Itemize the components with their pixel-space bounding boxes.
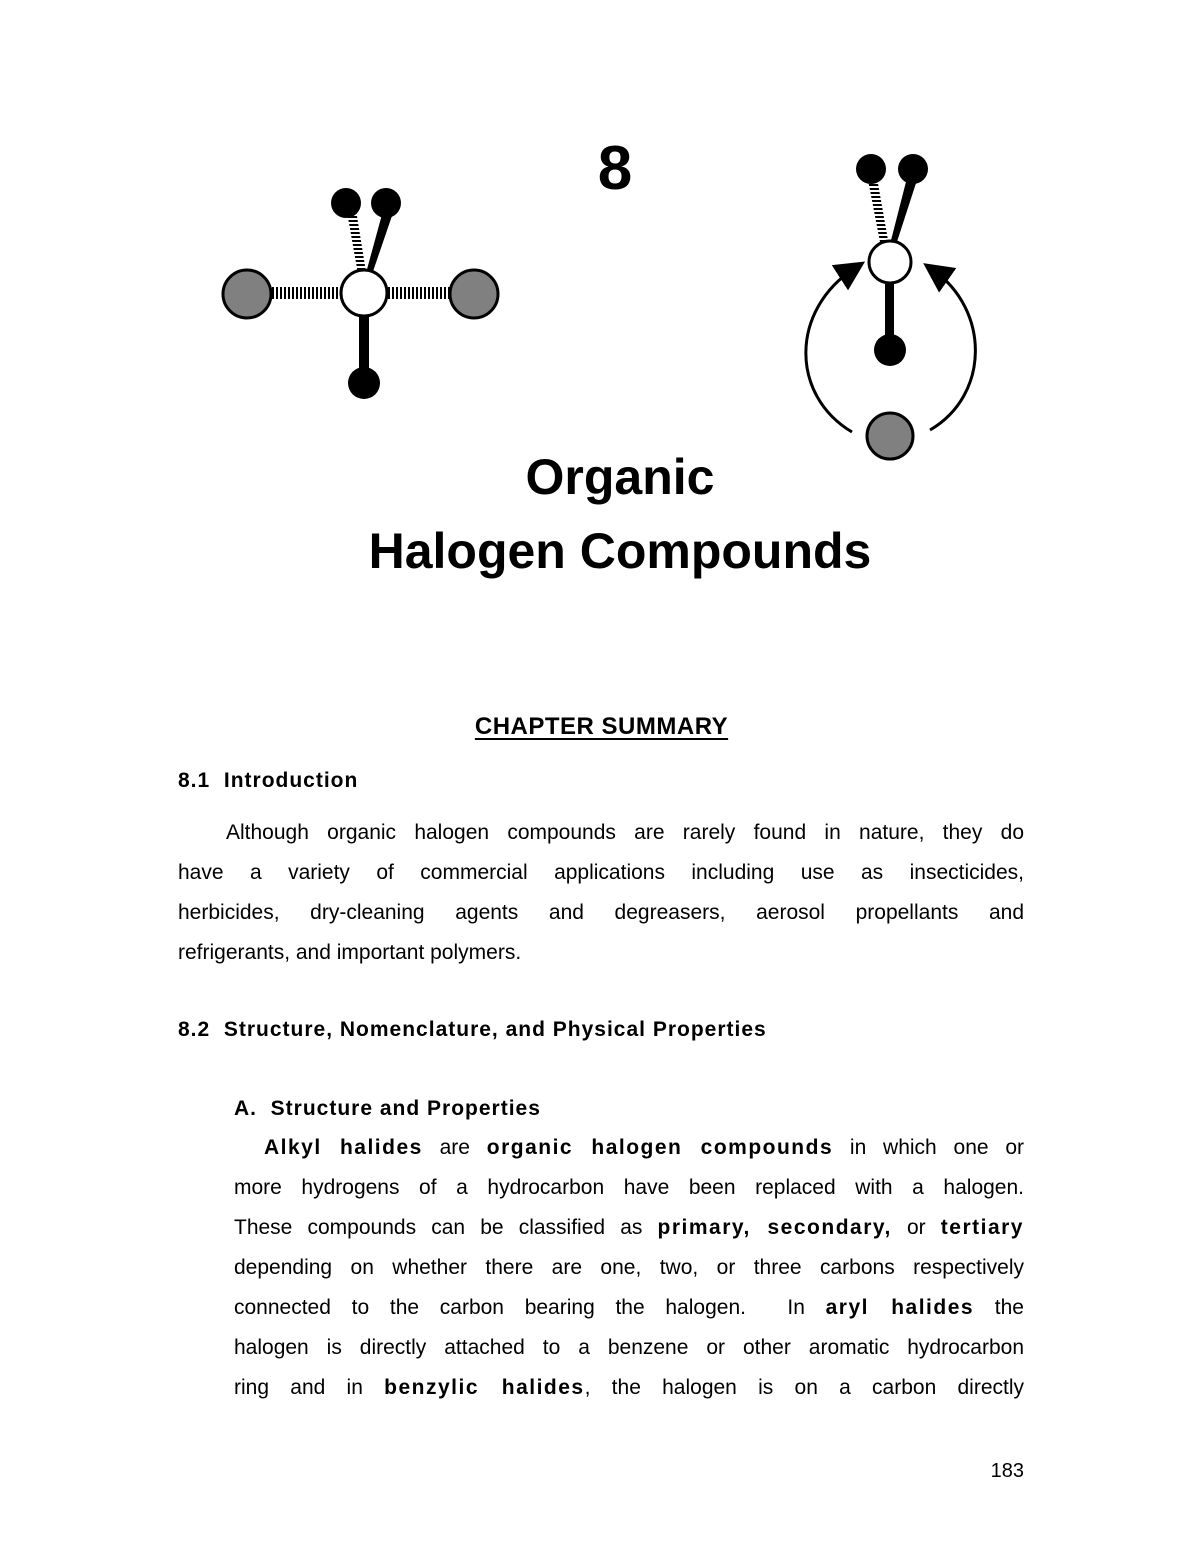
structure-paragraph: [234, 1128, 1024, 1408]
atom-bottom-right: [874, 334, 906, 366]
term-benzylic-halides: benzylic halides: [384, 1376, 585, 1399]
term-tertiary: tertiary: [940, 1216, 1024, 1239]
tetrahedral-molecule: [223, 188, 498, 399]
inversion-molecule: [806, 154, 976, 459]
paragraph-line: have a variety of commercial applications including use as insecticides,: [178, 861, 1024, 884]
text-span: These compounds can be classified as: [234, 1216, 658, 1239]
atom-top-left: [331, 188, 361, 218]
atom-bottom: [348, 367, 380, 399]
atom-top-right-right: [898, 154, 928, 184]
chapter-title-line1: Organic: [525, 449, 715, 505]
halogen-atom-right: [450, 270, 498, 318]
text-span: ring and in: [234, 1376, 385, 1399]
paragraph-line: [234, 1288, 1024, 1328]
subsection-heading-structure-properties: A. Structure and Properties: [234, 1097, 541, 1120]
paragraph-line: halogen is directly attached to a benzene or other aromatic hydrocarbon: [234, 1336, 1024, 1359]
term-alkyl-halides: Alkyl halides: [264, 1136, 423, 1159]
carbon-atom-right: [869, 241, 911, 283]
solid-bond-down: [359, 314, 369, 372]
section-heading-introduction: 8.1 Introduction: [178, 769, 359, 792]
text-span: are: [422, 1136, 487, 1159]
hashed-bond-left: [272, 287, 342, 299]
solid-bond-down-right: [885, 284, 894, 342]
atom-top-right: [371, 188, 401, 218]
chapter-summary-heading: CHAPTER SUMMARY: [474, 713, 729, 740]
paragraph-line: [234, 1208, 1024, 1248]
paragraph-line: depending on whether there are one, two, or three carbons respectively: [234, 1256, 1024, 1279]
paragraph-line: [234, 1128, 1024, 1168]
text-span: connected to the carbon bearing the halogen. In: [234, 1296, 826, 1319]
chapter-number: 8: [597, 134, 633, 203]
paragraph-line: more hydrogens of a hydrocarbon have been replaced with a halogen.: [234, 1176, 1024, 1199]
paragraph-line: [234, 1368, 1024, 1408]
hashed-bond-right: [386, 287, 456, 299]
paragraph-line: refrigerants, and important polymers.: [178, 941, 522, 964]
arrow-left-arc: [806, 268, 855, 432]
page-number: 183: [990, 1460, 1024, 1482]
halogen-atom-left: [223, 270, 271, 318]
introduction-paragraph: [178, 813, 1024, 973]
arrow-right-arc: [930, 270, 975, 430]
text-span: in which one or: [833, 1136, 1024, 1159]
chapter-title-line2: Halogen Compounds: [368, 523, 872, 579]
text-span: the: [974, 1296, 1024, 1319]
hashed-bond-up-right: [868, 178, 888, 242]
text-span: or: [891, 1216, 941, 1239]
paragraph-line: herbicides, dry-cleaning agents and degreasers, aerosol propellants and: [178, 901, 1024, 924]
paragraph-line: Although organic halogen compounds are rarely found in nature, they do: [226, 821, 1024, 844]
atom-top-left-right: [856, 154, 886, 184]
hashed-bond-up: [347, 210, 366, 274]
term-aryl-halides: aryl halides: [825, 1296, 975, 1319]
carbon-atom: [341, 270, 387, 316]
term-primary-secondary: primary, secondary,: [657, 1216, 892, 1239]
section-heading-structure: 8.2 Structure, Nomenclature, and Physical Properties: [178, 1018, 767, 1041]
term-organic-halogen-compounds: organic halogen compounds: [486, 1136, 834, 1159]
text-span: , the halogen is on a carbon directly: [584, 1376, 1025, 1399]
